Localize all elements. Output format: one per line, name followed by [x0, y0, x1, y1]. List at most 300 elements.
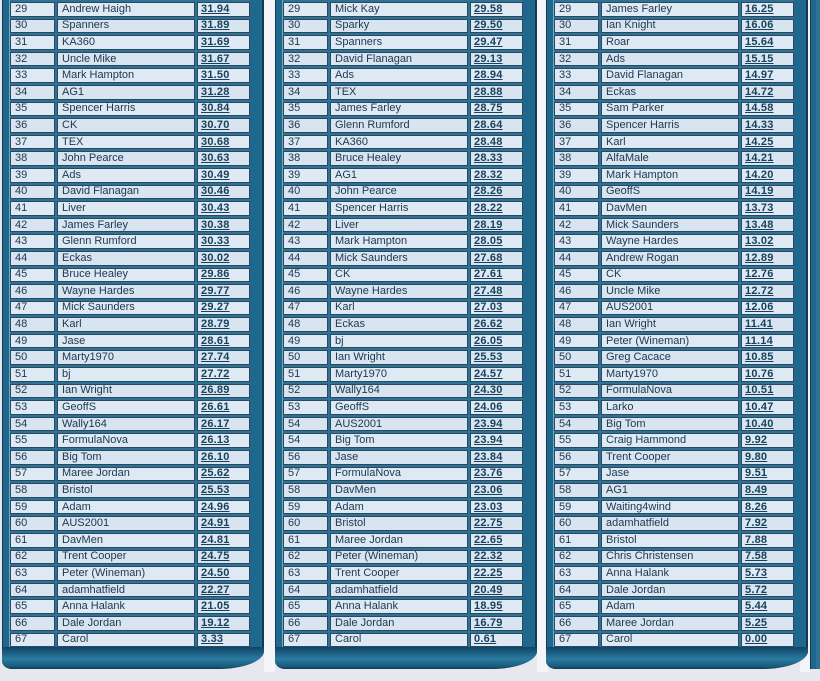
- value-link[interactable]: 30.33: [201, 235, 230, 248]
- table-row: [283, 151, 523, 166]
- rank-cell: 49: [10, 334, 55, 349]
- value-cell: [197, 599, 250, 614]
- value-link[interactable]: 28.88: [474, 85, 503, 98]
- value-link[interactable]: 28.22: [474, 201, 503, 214]
- name-cell: Bruce Healey: [330, 151, 468, 166]
- table-row: [10, 583, 250, 598]
- value-cell: [197, 616, 250, 631]
- value-link[interactable]: 5.72: [745, 583, 768, 596]
- name-cell: Mark Hampton: [57, 68, 195, 83]
- name-cell: AUS2001: [57, 516, 195, 531]
- value-cell: [470, 68, 523, 83]
- value-link[interactable]: 29.47: [474, 35, 503, 48]
- value-cell: [741, 251, 794, 266]
- name-cell: Greg Cacace: [601, 350, 739, 365]
- value-link[interactable]: 31.67: [201, 52, 230, 65]
- value-link[interactable]: 28.19: [474, 218, 503, 231]
- value-cell: [470, 633, 523, 648]
- value-link[interactable]: 23.03: [474, 500, 503, 513]
- value-cell: [470, 301, 523, 316]
- value-link[interactable]: 0.61: [474, 633, 497, 646]
- rank-cell: 34: [10, 85, 55, 100]
- value-cell: [470, 201, 523, 216]
- table-row: [10, 251, 250, 266]
- value-link[interactable]: 29.13: [474, 52, 503, 65]
- rank-cell: 52: [554, 384, 599, 399]
- value-cell: [197, 483, 250, 498]
- rank-cell: 30: [554, 19, 599, 34]
- value-link[interactable]: 10.85: [745, 351, 774, 364]
- name-cell: Ads: [601, 52, 739, 67]
- name-cell: Dale Jordan: [601, 583, 739, 598]
- value-link[interactable]: 7.58: [745, 550, 768, 563]
- rank-cell: 34: [283, 85, 328, 100]
- table-row: [10, 599, 250, 614]
- table-row: [10, 151, 250, 166]
- value-link[interactable]: 12.06: [745, 301, 774, 314]
- value-link[interactable]: 22.32: [474, 550, 503, 563]
- value-link[interactable]: 24.30: [474, 384, 503, 397]
- value-cell: [741, 317, 794, 332]
- name-cell: CK: [601, 268, 739, 283]
- name-cell: Karl: [601, 135, 739, 150]
- name-cell: Karl: [330, 301, 468, 316]
- name-cell: Big Tom: [330, 433, 468, 448]
- value-link[interactable]: 27.68: [474, 251, 503, 264]
- name-cell: Eckas: [57, 251, 195, 266]
- value-link[interactable]: 10.47: [745, 401, 774, 414]
- value-link[interactable]: 11.14: [745, 334, 773, 347]
- value-cell: [470, 19, 523, 34]
- value-link[interactable]: 28.79: [201, 318, 230, 331]
- table-row: [283, 483, 523, 498]
- value-link[interactable]: 24.50: [201, 566, 230, 579]
- value-link[interactable]: 30.43: [201, 201, 230, 214]
- value-link[interactable]: 7.88: [745, 533, 768, 546]
- value-cell: [197, 234, 250, 249]
- table-row: [283, 367, 523, 382]
- rank-cell: 40: [554, 185, 599, 200]
- table-row: [10, 367, 250, 382]
- value-link[interactable]: 28.05: [474, 235, 503, 248]
- value-cell: [741, 218, 794, 233]
- table-row: [10, 483, 250, 498]
- value-cell: [470, 417, 523, 432]
- name-cell: Carol: [57, 633, 195, 648]
- value-link[interactable]: 28.33: [474, 152, 503, 165]
- value-link[interactable]: 29.58: [474, 2, 503, 15]
- table-row: [554, 317, 794, 332]
- value-cell: [741, 433, 794, 448]
- name-cell: Wayne Hardes: [57, 284, 195, 299]
- table-row: [10, 533, 250, 548]
- table-row: [554, 433, 794, 448]
- table-row: [554, 251, 794, 266]
- value-link[interactable]: 23.06: [474, 484, 503, 497]
- value-link[interactable]: 13.73: [745, 201, 774, 214]
- value-cell: [470, 234, 523, 249]
- value-link[interactable]: 23.84: [474, 450, 503, 463]
- value-cell: [470, 433, 523, 448]
- leaderboard-panel-1: [2, 0, 264, 669]
- table-row: [554, 533, 794, 548]
- value-cell: [741, 550, 794, 565]
- table-row: [283, 533, 523, 548]
- value-link[interactable]: 11.41: [745, 318, 773, 331]
- table-row: [554, 633, 794, 648]
- rank-cell: 46: [554, 284, 599, 299]
- value-cell: [741, 19, 794, 34]
- value-cell: [741, 483, 794, 498]
- name-cell: Maree Jordan: [601, 616, 739, 631]
- panel-gutter: [264, 0, 275, 672]
- value-link[interactable]: 31.89: [201, 19, 230, 32]
- value-link[interactable]: 28.26: [474, 185, 503, 198]
- cropped-panel-edge: [810, 0, 820, 669]
- value-link[interactable]: 14.20: [745, 168, 774, 181]
- name-cell: KA360: [330, 135, 468, 150]
- name-cell: adamhatfield: [330, 583, 468, 598]
- name-cell: Glenn Rumford: [330, 118, 468, 133]
- value-cell: [470, 2, 523, 17]
- value-link[interactable]: 16.25: [745, 2, 774, 15]
- name-cell: Mick Kay: [330, 2, 468, 17]
- leaderboard-rows: [554, 2, 794, 647]
- value-cell: [197, 500, 250, 515]
- value-link[interactable]: 28.32: [474, 168, 503, 181]
- value-link[interactable]: 15.15: [745, 52, 774, 65]
- value-link[interactable]: 10.76: [745, 367, 774, 380]
- table-row: [554, 52, 794, 67]
- table-row: [283, 268, 523, 283]
- name-cell: Carol: [601, 633, 739, 648]
- value-link[interactable]: 5.44: [745, 600, 768, 613]
- table-row: [283, 550, 523, 565]
- table-row: [283, 201, 523, 216]
- value-cell: [741, 85, 794, 100]
- value-link[interactable]: 21.05: [201, 600, 230, 613]
- name-cell: DavMen: [601, 201, 739, 216]
- value-cell: [741, 516, 794, 531]
- table-row: [554, 583, 794, 598]
- rank-cell: 51: [554, 367, 599, 382]
- value-cell: [470, 218, 523, 233]
- name-cell: Andrew Rogan: [601, 251, 739, 266]
- table-row: [10, 384, 250, 399]
- value-link[interactable]: 26.62: [474, 318, 503, 331]
- name-cell: Anna Halank: [601, 566, 739, 581]
- value-link[interactable]: 14.19: [745, 185, 774, 198]
- value-link[interactable]: 3.33: [201, 633, 224, 646]
- name-cell: David Flanagan: [330, 52, 468, 67]
- value-link[interactable]: 30.46: [201, 185, 230, 198]
- rank-cell: 35: [554, 102, 599, 117]
- name-cell: Spencer Harris: [330, 201, 468, 216]
- name-cell: Bristol: [57, 483, 195, 498]
- rank-cell: 46: [283, 284, 328, 299]
- value-link[interactable]: 14.33: [745, 118, 774, 131]
- name-cell: AG1: [601, 483, 739, 498]
- value-link[interactable]: 16.79: [474, 616, 503, 629]
- value-link[interactable]: 31.28: [201, 85, 230, 98]
- rank-cell: 41: [283, 201, 328, 216]
- value-cell: [197, 102, 250, 117]
- table-row: [554, 516, 794, 531]
- table-row: [10, 118, 250, 133]
- rank-cell: 49: [554, 334, 599, 349]
- rank-cell: 31: [10, 35, 55, 50]
- value-link[interactable]: 24.06: [474, 401, 503, 414]
- value-link[interactable]: 8.26: [745, 500, 768, 513]
- value-link[interactable]: 22.27: [201, 583, 230, 596]
- rank-cell: 50: [283, 350, 328, 365]
- value-link[interactable]: 24.75: [201, 550, 230, 563]
- value-link[interactable]: 28.94: [474, 69, 503, 82]
- value-link[interactable]: 24.96: [201, 500, 230, 513]
- name-cell: Spanners: [330, 35, 468, 50]
- value-link[interactable]: 30.49: [201, 168, 230, 181]
- value-link[interactable]: 28.48: [474, 135, 503, 148]
- table-row: [283, 583, 523, 598]
- table-row: [283, 234, 523, 249]
- rank-cell: 66: [10, 616, 55, 631]
- value-link[interactable]: 29.27: [201, 301, 230, 314]
- name-cell: Ads: [330, 68, 468, 83]
- value-cell: [470, 450, 523, 465]
- value-link[interactable]: 0.00: [745, 633, 768, 646]
- name-cell: Marty1970: [601, 367, 739, 382]
- value-link[interactable]: 9.92: [745, 434, 768, 447]
- table-row: [10, 467, 250, 482]
- value-cell: [470, 317, 523, 332]
- value-link[interactable]: 10.51: [745, 384, 774, 397]
- value-link[interactable]: 10.40: [745, 417, 774, 430]
- rank-cell: 62: [283, 550, 328, 565]
- value-link[interactable]: 31.94: [201, 2, 230, 15]
- rank-cell: 40: [10, 185, 55, 200]
- value-link[interactable]: 16.06: [745, 19, 774, 32]
- value-link[interactable]: 30.02: [201, 251, 230, 264]
- name-cell: Bruce Healey: [57, 268, 195, 283]
- value-link[interactable]: 27.72: [201, 367, 230, 380]
- value-link[interactable]: 23.94: [474, 417, 503, 430]
- value-link[interactable]: 29.86: [201, 268, 230, 281]
- value-link[interactable]: 12.89: [745, 251, 774, 264]
- value-cell: [470, 168, 523, 183]
- value-link[interactable]: 27.61: [474, 268, 503, 281]
- value-cell: [197, 550, 250, 565]
- value-link[interactable]: 24.91: [201, 517, 230, 530]
- value-link[interactable]: 14.97: [745, 69, 774, 82]
- name-cell: Adam: [57, 500, 195, 515]
- name-cell: David Flanagan: [57, 185, 195, 200]
- value-link[interactable]: 25.53: [474, 351, 503, 364]
- value-link[interactable]: 29.77: [201, 284, 230, 297]
- name-cell: Waiting4wind: [601, 500, 739, 515]
- value-cell: [197, 467, 250, 482]
- value-link[interactable]: 14.25: [745, 135, 774, 148]
- value-cell: [741, 168, 794, 183]
- value-link[interactable]: 14.21: [745, 152, 774, 165]
- value-cell: [741, 234, 794, 249]
- value-cell: [197, 301, 250, 316]
- value-cell: [741, 151, 794, 166]
- table-row: [283, 433, 523, 448]
- value-link[interactable]: 23.76: [474, 467, 503, 480]
- table-row: [554, 268, 794, 283]
- table-row: [554, 68, 794, 83]
- value-link[interactable]: 26.89: [201, 384, 230, 397]
- value-cell: [741, 52, 794, 67]
- name-cell: adamhatfield: [601, 516, 739, 531]
- value-link[interactable]: 24.81: [201, 533, 230, 546]
- value-link[interactable]: 8.49: [745, 484, 768, 497]
- value-link[interactable]: 20.49: [474, 583, 503, 596]
- rank-cell: 30: [10, 19, 55, 34]
- table-row: [554, 284, 794, 299]
- rank-cell: 67: [10, 633, 55, 648]
- value-cell: [741, 417, 794, 432]
- table-row: [10, 500, 250, 515]
- table-row: [283, 467, 523, 482]
- rank-cell: 41: [554, 201, 599, 216]
- value-link[interactable]: 28.61: [201, 334, 230, 347]
- name-cell: Anna Halank: [330, 599, 468, 614]
- table-row: [283, 334, 523, 349]
- value-link[interactable]: 13.02: [745, 235, 774, 248]
- value-link[interactable]: 25.53: [201, 484, 230, 497]
- value-link[interactable]: 23.94: [474, 434, 503, 447]
- value-cell: [197, 2, 250, 17]
- name-cell: KA360: [57, 35, 195, 50]
- rank-cell: 39: [283, 168, 328, 183]
- rank-cell: 44: [283, 251, 328, 266]
- value-link[interactable]: 19.12: [201, 616, 230, 629]
- table-row: [283, 85, 523, 100]
- value-link[interactable]: 25.62: [201, 467, 230, 480]
- name-cell: Jase: [57, 334, 195, 349]
- value-link[interactable]: 26.13: [201, 434, 230, 447]
- rank-cell: 47: [10, 301, 55, 316]
- value-link[interactable]: 15.64: [745, 35, 774, 48]
- rank-cell: 45: [10, 268, 55, 283]
- name-cell: Wayne Hardes: [601, 234, 739, 249]
- value-link[interactable]: 26.61: [201, 401, 230, 414]
- name-cell: Maree Jordan: [57, 467, 195, 482]
- rank-cell: 32: [554, 52, 599, 67]
- value-cell: [470, 350, 523, 365]
- value-link[interactable]: 5.73: [745, 566, 768, 579]
- value-link[interactable]: 22.65: [474, 533, 503, 546]
- rank-cell: 57: [554, 467, 599, 482]
- value-link[interactable]: 31.69: [201, 35, 230, 48]
- table-row: [554, 2, 794, 17]
- rank-cell: 67: [283, 633, 328, 648]
- rank-cell: 32: [283, 52, 328, 67]
- rank-cell: 39: [10, 168, 55, 183]
- value-cell: [741, 467, 794, 482]
- rank-cell: 46: [10, 284, 55, 299]
- value-cell: [197, 251, 250, 266]
- name-cell: Wayne Hardes: [330, 284, 468, 299]
- table-row: [10, 450, 250, 465]
- rank-cell: 61: [554, 533, 599, 548]
- name-cell: Craig Hammond: [601, 433, 739, 448]
- value-link[interactable]: 28.64: [474, 118, 503, 131]
- value-cell: [197, 334, 250, 349]
- value-cell: [197, 384, 250, 399]
- table-row: [554, 350, 794, 365]
- value-link[interactable]: 12.72: [745, 284, 774, 297]
- value-link[interactable]: 30.38: [201, 218, 230, 231]
- rank-cell: 51: [283, 367, 328, 382]
- rank-cell: 33: [554, 68, 599, 83]
- rank-cell: 35: [283, 102, 328, 117]
- value-link[interactable]: 14.72: [745, 85, 774, 98]
- value-link[interactable]: 30.70: [201, 118, 230, 131]
- table-row: [10, 400, 250, 415]
- rank-cell: 50: [10, 350, 55, 365]
- value-link[interactable]: 30.63: [201, 152, 230, 165]
- value-link[interactable]: 27.03: [474, 301, 503, 314]
- value-link[interactable]: 30.84: [201, 102, 230, 115]
- name-cell: Uncle Mike: [601, 284, 739, 299]
- name-cell: Big Tom: [601, 417, 739, 432]
- value-link[interactable]: 26.17: [201, 417, 230, 430]
- value-link[interactable]: 30.68: [201, 135, 230, 148]
- value-link[interactable]: 18.95: [474, 600, 503, 613]
- rank-cell: 48: [554, 317, 599, 332]
- value-link[interactable]: 9.51: [745, 467, 768, 480]
- name-cell: AUS2001: [601, 301, 739, 316]
- value-link[interactable]: 12.76: [745, 268, 774, 281]
- table-row: [554, 334, 794, 349]
- table-row: [554, 550, 794, 565]
- value-cell: [741, 68, 794, 83]
- value-link[interactable]: 14.58: [745, 102, 774, 115]
- value-link[interactable]: 28.75: [474, 102, 503, 115]
- value-link[interactable]: 9.80: [745, 450, 768, 463]
- value-cell: [470, 367, 523, 382]
- rank-cell: 53: [554, 400, 599, 415]
- rank-cell: 54: [554, 417, 599, 432]
- table-row: [10, 185, 250, 200]
- value-link[interactable]: 27.74: [201, 351, 230, 364]
- value-link[interactable]: 26.10: [201, 450, 230, 463]
- rank-cell: 42: [283, 218, 328, 233]
- value-link[interactable]: 22.75: [474, 517, 503, 530]
- value-link[interactable]: 26.05: [474, 334, 503, 347]
- value-cell: [470, 583, 523, 598]
- name-cell: Peter (Wineman): [57, 566, 195, 581]
- rank-cell: 61: [283, 533, 328, 548]
- name-cell: GeoffS: [57, 400, 195, 415]
- name-cell: Mark Hampton: [601, 168, 739, 183]
- table-row: [554, 301, 794, 316]
- value-link[interactable]: 7.92: [745, 517, 768, 530]
- table-row: [10, 268, 250, 283]
- value-link[interactable]: 22.25: [474, 566, 503, 579]
- value-link[interactable]: 31.50: [201, 69, 230, 82]
- value-link[interactable]: 13.48: [745, 218, 774, 231]
- value-link[interactable]: 29.50: [474, 19, 503, 32]
- table-row: [554, 566, 794, 581]
- value-cell: [197, 218, 250, 233]
- value-link[interactable]: 27.48: [474, 284, 503, 297]
- value-link[interactable]: 5.25: [745, 616, 768, 629]
- value-link[interactable]: 24.57: [474, 367, 503, 380]
- rank-cell: 32: [10, 52, 55, 67]
